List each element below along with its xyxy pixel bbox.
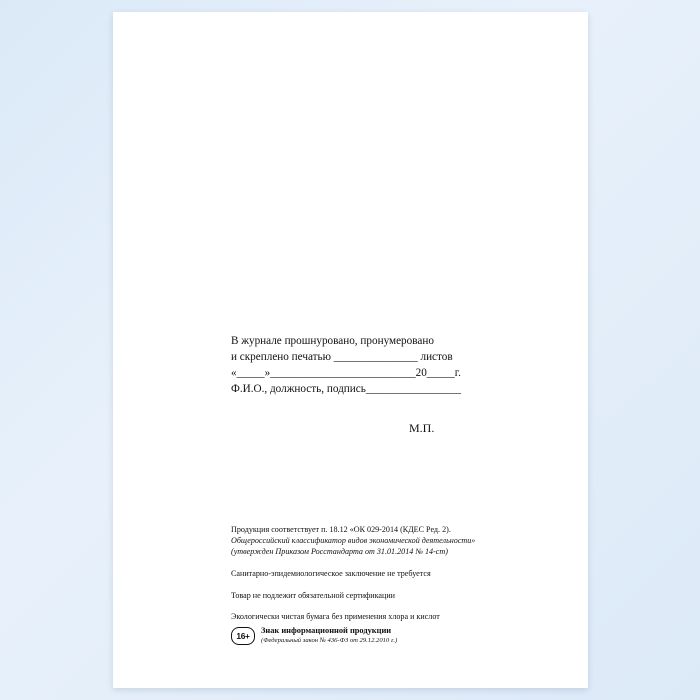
legal-note-classifier — [231, 524, 561, 557]
legal-notes-block — [231, 524, 561, 632]
legal-note-sanitary: Санитарно-эпидемиологическое заключение не требуется — [231, 569, 431, 579]
seal-line-1: В журнале прошнуровано, пронумеровано — [231, 335, 434, 347]
age-rating-icon: 16+ — [231, 627, 255, 645]
legal-note-classifier-line-1: Продукция соответствует п. 18.12 «ОК 029-2014 (КДЕС Ред. 2). — [231, 525, 451, 534]
information-mark-text — [261, 626, 397, 645]
document-page — [113, 12, 588, 688]
legal-note-classifier-line-2: Общероссийский классификатор видов экономической деятельности» — [231, 536, 476, 546]
information-mark-subtitle: (Федеральный закон № 436-ФЗ от 29.12.2010 г.) — [261, 636, 398, 644]
seal-line-2: и скреплено печатью _______________ листов — [231, 350, 453, 363]
seal-line-4: Ф.И.О., должность, подпись_________________ — [231, 382, 461, 395]
information-mark-title: Знак информационной продукции — [261, 626, 392, 635]
information-mark-block — [231, 626, 397, 645]
seal-mp-label: М.П. — [409, 421, 435, 435]
seal-line-3: «_____»__________________________20_____г. — [231, 366, 461, 379]
seal-statement-block — [231, 334, 531, 398]
legal-note-certification: Товар не подлежит обязательной сертификации — [231, 590, 396, 600]
legal-note-classifier-line-3: (утвержден Приказом Росстандарта от 31.01.2014 № 14-ст) — [231, 547, 448, 557]
legal-note-eco-paper: Экологически чистая бумага без применения хлора и кислот — [231, 611, 440, 621]
